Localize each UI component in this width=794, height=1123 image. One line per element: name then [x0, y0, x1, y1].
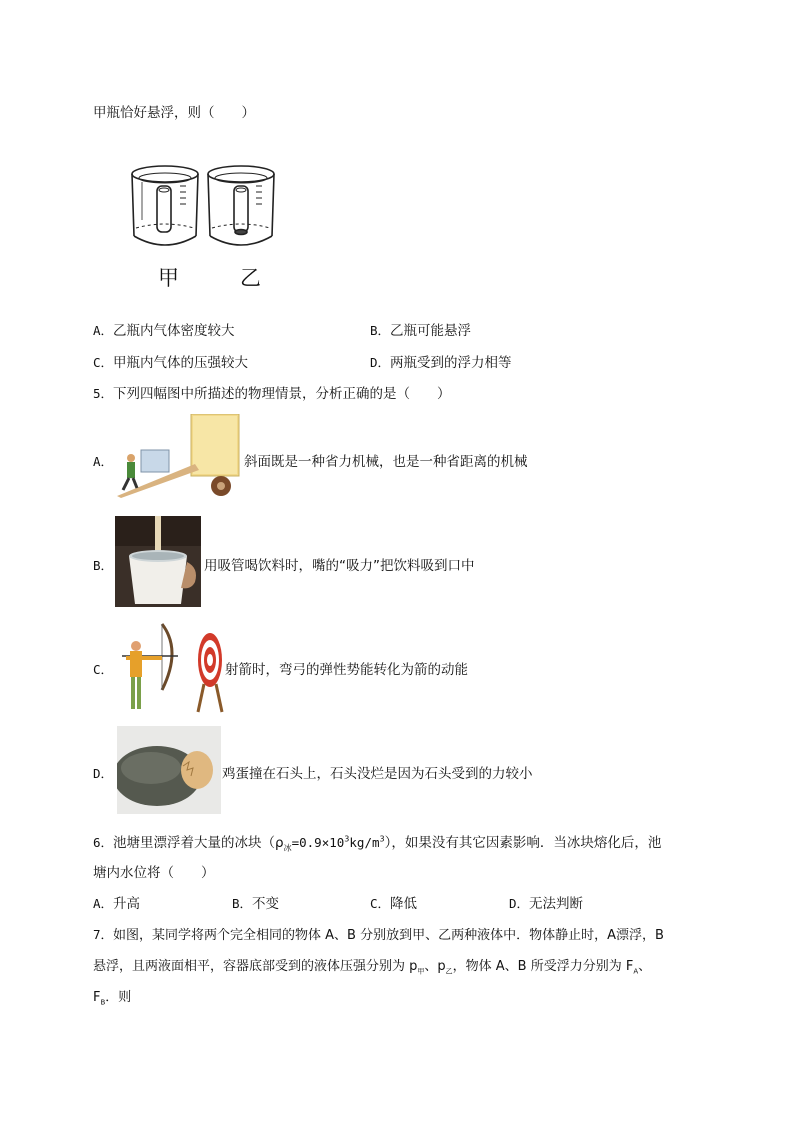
q6-option-d[interactable]: D．无法判断 [509, 896, 584, 912]
q4-option-c[interactable]: C．甲瓶内气体的压强较大 [93, 355, 249, 371]
beaker-left [132, 166, 198, 245]
q5-option-d-text: 鸡蛋撞在石头上，石头没烂是因为石头受到的力较小 [222, 766, 533, 782]
q5-option-a-text: 斜面既是一种省力机械，也是一种省距离的机械 [244, 454, 528, 470]
q7-line3: $F_B$．则 [93, 990, 132, 1007]
beaker-right [208, 166, 274, 245]
q6-option-a[interactable]: A．升高 [93, 896, 141, 912]
q7-line2: 悬浮，且两液面相平，容器底部受到的液体压强分别为 $p_甲$、$p_乙$，物体 A、B 所受浮力分别为 $F_A$、 [93, 959, 652, 976]
ramp-truck-image [113, 414, 241, 499]
label-jia: 甲 [158, 266, 179, 290]
q4-option-a[interactable]: A．乙瓶内气体密度较大 [93, 323, 235, 339]
q5-option-a-letter: A． [93, 454, 114, 469]
q6-option-c[interactable]: C．降低 [370, 896, 418, 912]
q4-stem-tail: 甲瓶恰好悬浮，则（ ） [93, 105, 255, 121]
q4-option-b[interactable]: B．乙瓶可能悬浮 [370, 323, 472, 339]
q5-option-b-text: 用吸管喝饮料时，嘴的“吸力”把饮料吸到口中 [204, 558, 475, 574]
q7-line1: 7．如图，某同学将两个完全相同的物体 A、B 分别放到甲、乙两种液体中．物体静止时，A漂浮，B [93, 927, 664, 943]
q6-stem-line2: 塘内水位将（ ） [93, 865, 215, 881]
q6-option-b[interactable]: B．不变 [232, 896, 280, 912]
q5-stem: 5．下列四幅图中所描述的物理情景，分析正确的是（ ） [93, 386, 451, 402]
label-yi: 乙 [240, 266, 261, 290]
q5-option-b-letter: B． [93, 558, 114, 573]
straw-cup-image [115, 516, 201, 607]
q4-option-d[interactable]: D．两瓶受到的浮力相等 [370, 355, 512, 371]
q5-option-d-letter: D． [93, 766, 114, 781]
q6-stem-line1: 6．池塘里漂浮着大量的冰块$(\rho_冰=0.9\times 10^3kg/m^3)$，如果没有其它因素影响．当冰块熔化后，池 [93, 834, 662, 853]
q5-option-c-letter: C． [93, 662, 114, 677]
q4-beakers-figure [128, 160, 288, 295]
q5-option-c-text: 射箭时，弯弓的弹性势能转化为箭的动能 [225, 662, 468, 678]
archer-target-image [114, 620, 224, 715]
egg-stone-image [117, 726, 221, 814]
